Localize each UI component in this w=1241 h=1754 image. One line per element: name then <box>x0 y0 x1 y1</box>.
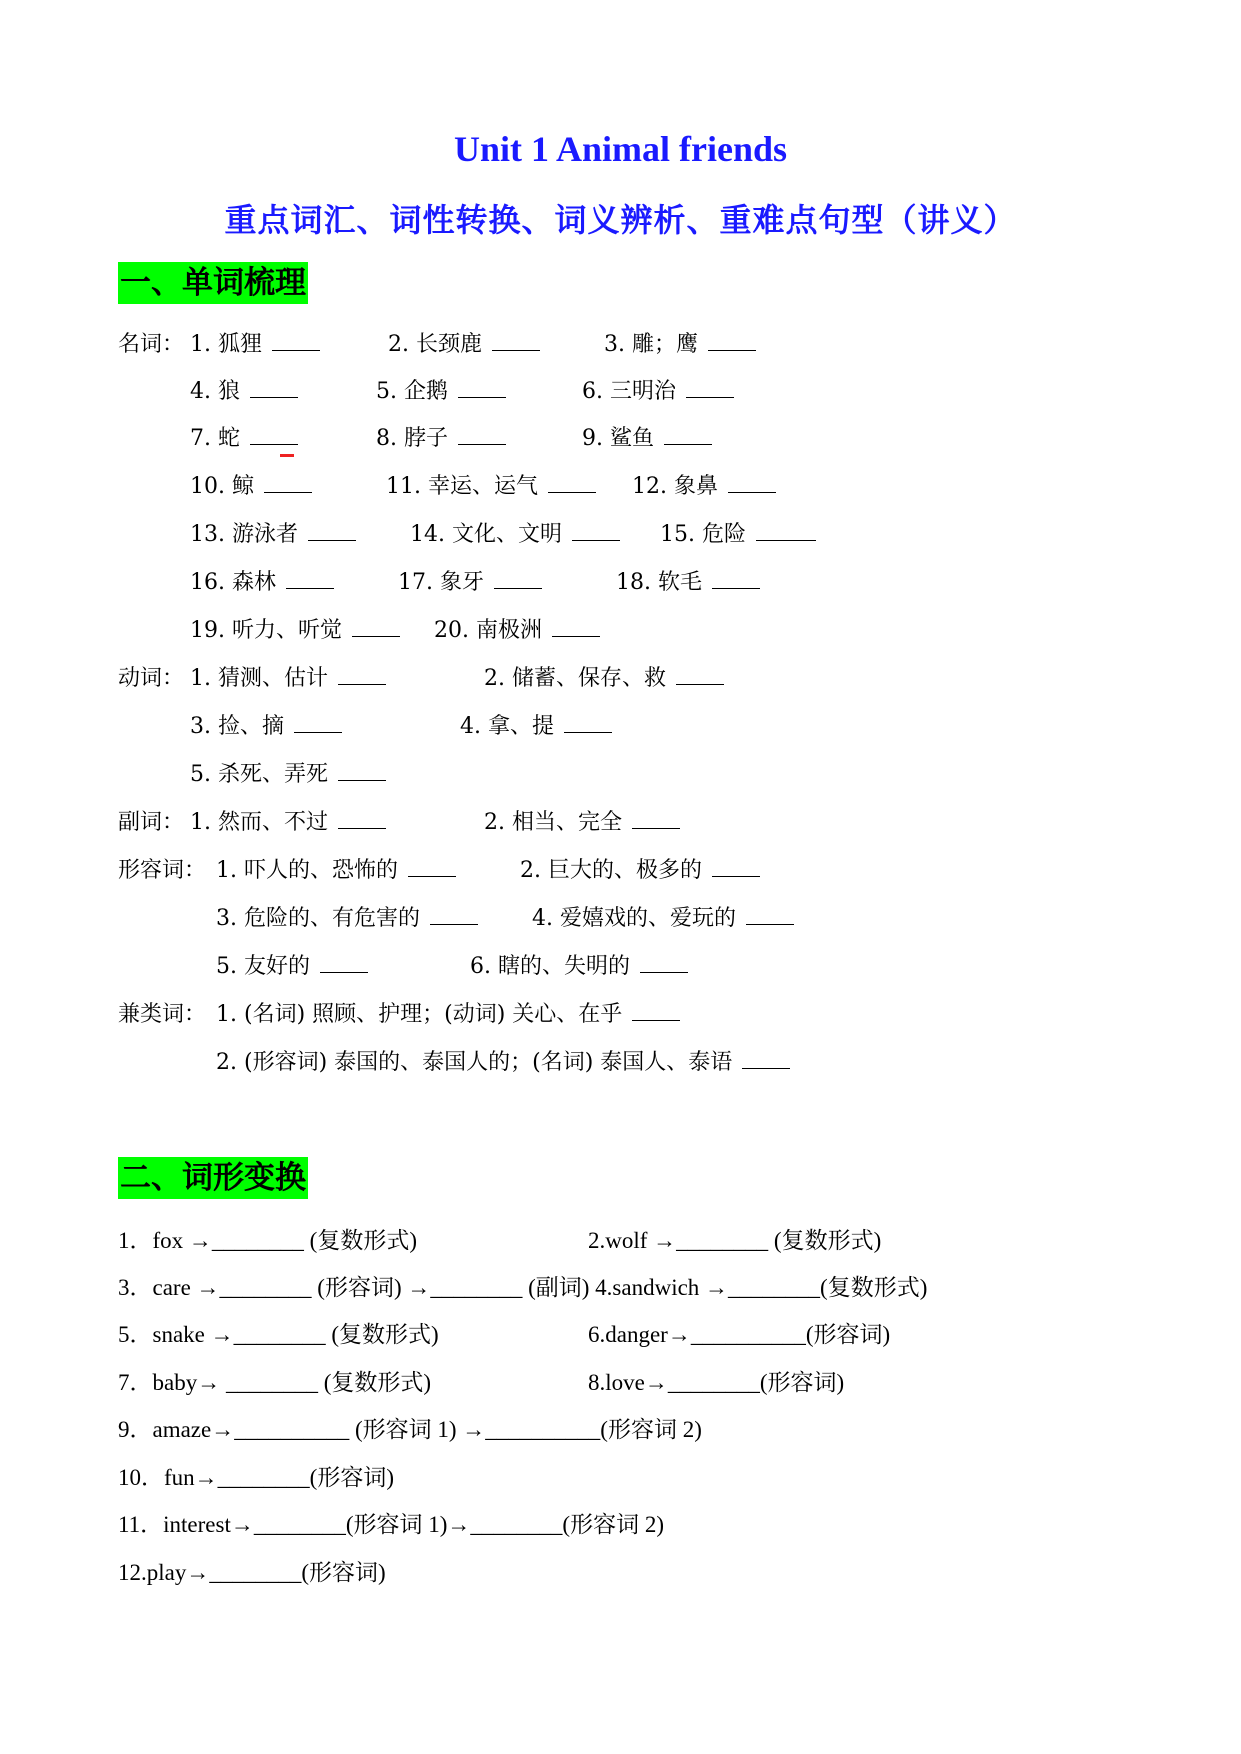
adjective-item: 1. 吓人的、恐怖的 <box>216 856 456 886</box>
noun-item: 15. 危险 <box>660 520 816 550</box>
adjective-label: 形容词： <box>118 858 207 883</box>
adverb-item: 2. 相当、完全 <box>484 808 680 838</box>
word-form-item: 2.wolf →________ (复数形式) <box>588 1228 882 1253</box>
verb-item: 4. 拿、提 <box>460 712 612 742</box>
noun-label: 名词： <box>118 332 185 357</box>
noun-item: 20. 南极洲 <box>434 616 600 646</box>
multi-class-item: 1. (名词) 照顾、护理；(动词) 关心、在乎 <box>216 1000 680 1030</box>
noun-item: 19. 听力、听觉 <box>190 616 400 646</box>
verb-item: 2. 储蓄、保存、救 <box>484 664 724 694</box>
noun-item: 11. 幸运、运气 <box>386 472 596 502</box>
adverb-item: 1. 然而、不过 <box>190 808 386 838</box>
word-form-item: 8.love→________(形容词) <box>588 1370 845 1395</box>
noun-item: 1. 狐狸 <box>190 330 320 360</box>
adjective-item: 4. 爱嬉戏的、爱玩的 <box>532 904 794 934</box>
noun-item: 5. 企鹅 <box>376 377 506 407</box>
noun-item: 2. 长颈鹿 <box>388 330 540 360</box>
adjective-item: 3. 危险的、有危害的 <box>216 904 478 934</box>
section-heading-word-forms: 二、词形变换 <box>118 1157 308 1199</box>
word-form-item: 6.danger→__________(形容词) <box>588 1322 891 1347</box>
multi-class-item: 2. (形容词) 泰国的、泰国人的；(名词) 泰国人、泰语 <box>216 1048 790 1078</box>
verb-label: 动词： <box>118 666 185 691</box>
word-form-item: 5．snake →________ (复数形式) <box>118 1322 439 1347</box>
noun-item: 16. 森林 <box>190 568 334 598</box>
word-form-item: 10．fun→________(形容词) <box>118 1465 394 1490</box>
noun-item: 6. 三明治 <box>582 377 734 407</box>
word-form-item: 11．interest→________(形容词 1)→________(形容词 2) <box>118 1512 664 1537</box>
noun-item: 4. 狼 <box>190 377 298 407</box>
word-form-item: 7．baby→ ________ (复数形式) <box>118 1370 432 1395</box>
page-subtitle: 重点词汇、词性转换、词义辨析、重难点句型（讲义） <box>224 202 1017 238</box>
multi-class-label: 兼类词： <box>118 1002 207 1027</box>
noun-item: 10. 鲸 <box>190 472 312 502</box>
noun-item: 7. 蛇 <box>190 424 298 454</box>
noun-item: 8. 脖子 <box>376 424 506 454</box>
word-form-item: 1．fox →________ (复数形式) <box>118 1228 417 1253</box>
page-title: Unit 1 Animal friends <box>453 129 788 169</box>
noun-item: 3. 雕；鹰 <box>604 330 756 360</box>
adjective-item: 5. 友好的 <box>216 952 368 982</box>
word-form-item: 3．care →________ (形容词) →________ (副词) 4.sandwich →________(复数形式) <box>118 1275 928 1300</box>
section-heading-vocabulary: 一、单词梳理 <box>118 262 308 304</box>
verb-item: 3. 捡、摘 <box>190 712 342 742</box>
verb-item: 5. 杀死、弄死 <box>190 760 386 790</box>
verb-item: 1. 猜测、估计 <box>190 664 386 694</box>
red-underline-mark <box>280 454 294 457</box>
adverb-label: 副词： <box>118 810 185 835</box>
noun-item: 9. 鲨鱼 <box>582 424 712 454</box>
noun-item: 12. 象鼻 <box>632 472 776 502</box>
word-form-item: 9．amaze→__________ (形容词 1) →__________(形容词 2) <box>118 1417 702 1442</box>
adjective-item: 6. 瞎的、失明的 <box>470 952 688 982</box>
noun-item: 17. 象牙 <box>398 568 542 598</box>
adjective-item: 2. 巨大的、极多的 <box>520 856 760 886</box>
noun-item: 18. 软毛 <box>616 568 760 598</box>
noun-item: 14. 文化、文明 <box>410 520 620 550</box>
word-form-item: 12.play→________(形容词) <box>118 1560 386 1585</box>
noun-item: 13. 游泳者 <box>190 520 356 550</box>
